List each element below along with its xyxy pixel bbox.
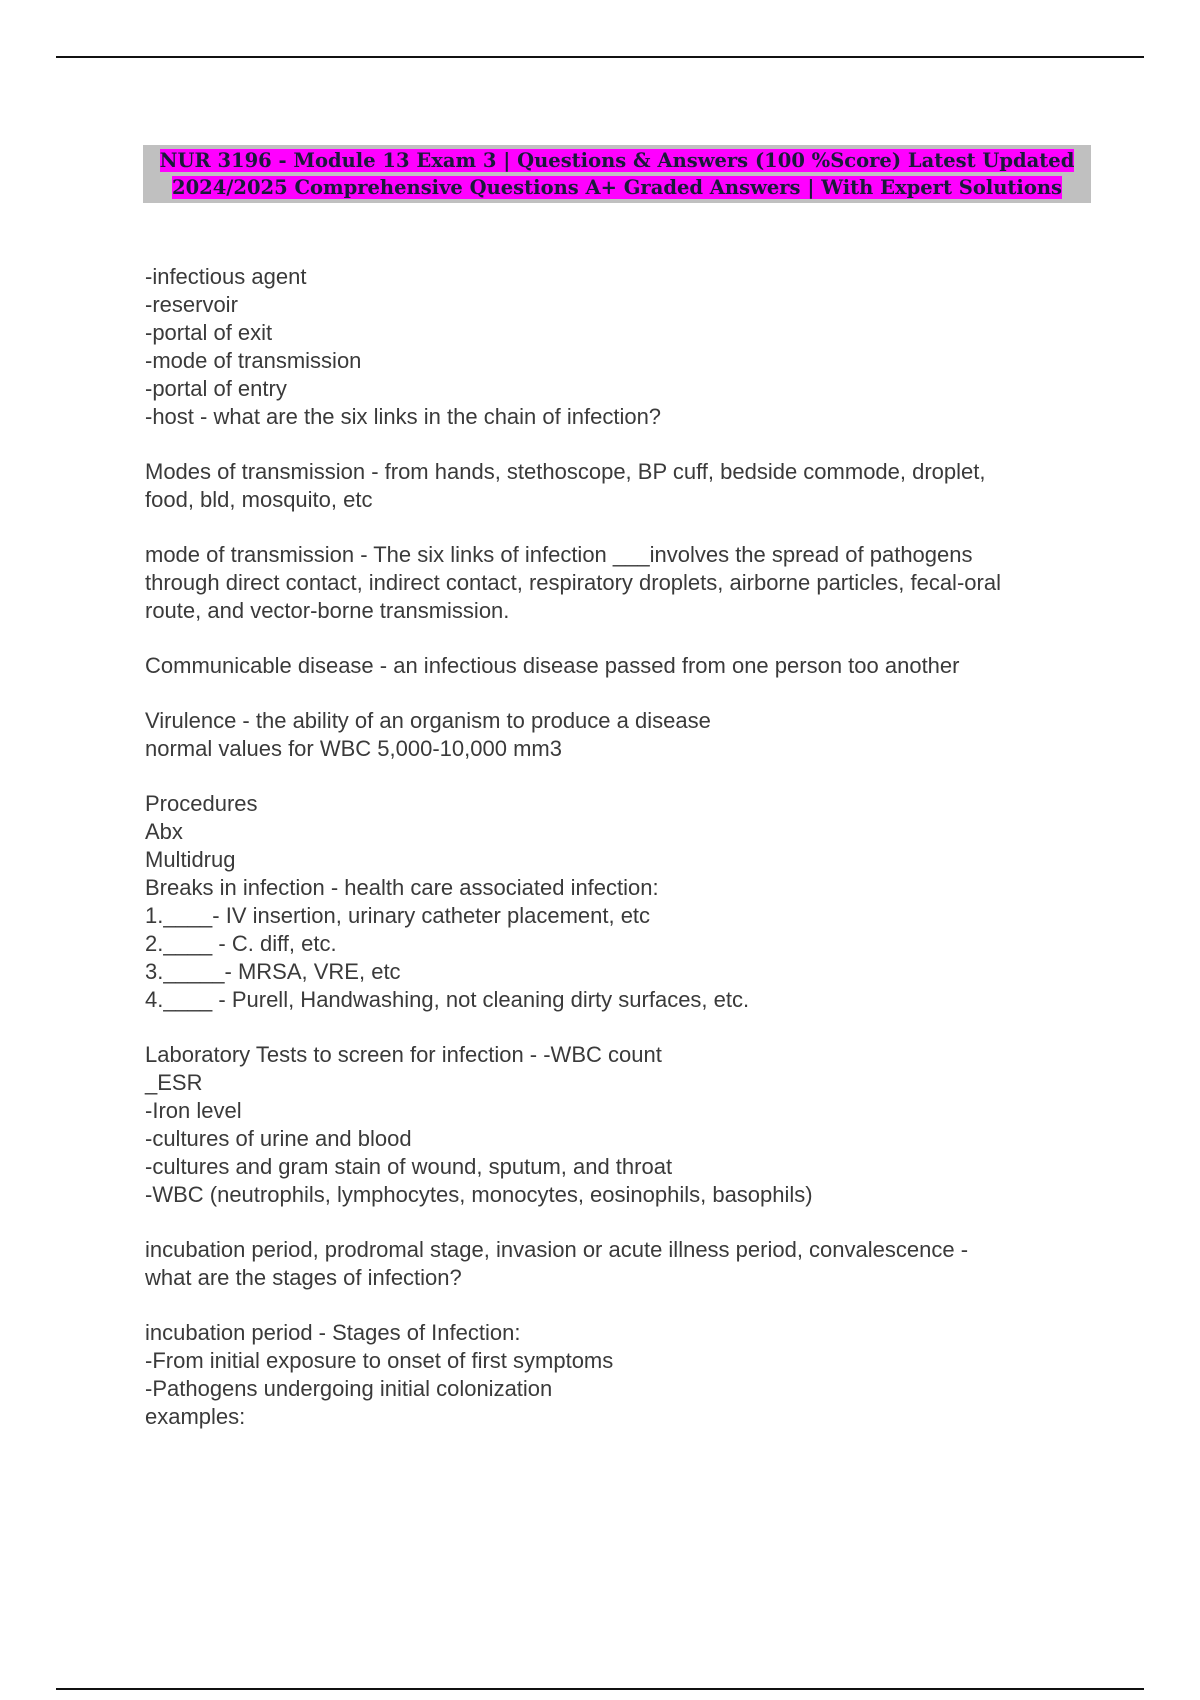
text-line: -cultures and gram stain of wound, sputum, and throat — [145, 1154, 673, 1179]
text-block — [145, 707, 1105, 763]
text-line: examples: — [145, 1404, 246, 1429]
text-line: -portal of exit — [145, 320, 273, 345]
document-title-line: 2024/2025 Comprehensive Questions A+ Graded Answers | With Expert Solutions — [172, 176, 1062, 199]
text-line: what are the stages of infection? — [145, 1265, 462, 1290]
text-line: Laboratory Tests to screen for infection - -WBC count — [145, 1042, 662, 1067]
text-line: through direct contact, indirect contact, respiratory droplets, airborne particles, fecal-oral — [145, 570, 1001, 595]
text-line: -From initial exposure to onset of first symptoms — [145, 1348, 614, 1373]
text-line: -reservoir — [145, 292, 238, 317]
text-line: mode of transmission - The six links of infection ___involves the spread of pathogens — [145, 542, 973, 567]
text-block — [145, 1041, 1105, 1209]
text-line: route, and vector-borne transmission. — [145, 598, 510, 623]
text-line: Communicable disease - an infectious disease passed from one person too another — [145, 653, 960, 678]
text-line: Multidrug — [145, 847, 236, 872]
text-line: Procedures — [145, 791, 258, 816]
text-line: -Iron level — [145, 1098, 242, 1123]
text-line: 1.____- IV insertion, urinary catheter placement, etc — [145, 903, 651, 928]
text-line: _ESR — [145, 1070, 203, 1095]
text-line: -mode of transmission — [145, 348, 362, 373]
text-line: incubation period, prodromal stage, invasion or acute illness period, convalescence - — [145, 1237, 969, 1262]
text-line: -host - what are the six links in the chain of infection? — [145, 404, 662, 429]
text-block — [145, 458, 1105, 514]
paragraph-gap — [145, 514, 1105, 541]
text-block — [145, 1319, 1105, 1431]
text-block — [145, 541, 1105, 625]
paragraph-gap — [145, 1292, 1105, 1319]
paragraph-gap — [145, 680, 1105, 707]
text-line: food, bld, mosquito, etc — [145, 487, 373, 512]
document-body — [145, 263, 1105, 1431]
text-line: -portal of entry — [145, 376, 287, 401]
header-rule — [56, 56, 1144, 58]
text-line: 4.____ - Purell, Handwashing, not cleaning dirty surfaces, etc. — [145, 987, 750, 1012]
document-title-box — [143, 145, 1091, 203]
text-line: -infectious agent — [145, 264, 307, 289]
text-line: 3._____- MRSA, VRE, etc — [145, 959, 401, 984]
text-line: Virulence - the ability of an organism to produce a disease — [145, 708, 711, 733]
text-line: -WBC (neutrophils, lymphocytes, monocytes, eosinophils, basophils) — [145, 1182, 813, 1207]
paragraph-gap — [145, 763, 1105, 790]
text-line: -cultures of urine and blood — [145, 1126, 412, 1151]
text-block — [145, 1236, 1105, 1292]
text-line: incubation period - Stages of Infection: — [145, 1320, 521, 1345]
text-line: -Pathogens undergoing initial colonization — [145, 1376, 553, 1401]
text-block — [145, 790, 1105, 1014]
paragraph-gap — [145, 625, 1105, 652]
footer-rule — [56, 1688, 1144, 1690]
text-line: Modes of transmission - from hands, stethoscope, BP cuff, bedside commode, droplet, — [145, 459, 986, 484]
text-line: Breaks in infection - health care associated infection: — [145, 875, 659, 900]
text-line: normal values for WBC 5,000-10,000 mm3 — [145, 736, 562, 761]
document-title-line: NUR 3196 - Module 13 Exam 3 | Questions & Answers (100 %Score) Latest Updated — [159, 149, 1075, 172]
text-line: Abx — [145, 819, 183, 844]
paragraph-gap — [145, 1209, 1105, 1236]
paragraph-gap — [145, 431, 1105, 458]
text-block — [145, 263, 1105, 431]
text-line: 2.____ - C. diff, etc. — [145, 931, 337, 956]
paragraph-gap — [145, 1014, 1105, 1041]
text-block — [145, 652, 1105, 680]
